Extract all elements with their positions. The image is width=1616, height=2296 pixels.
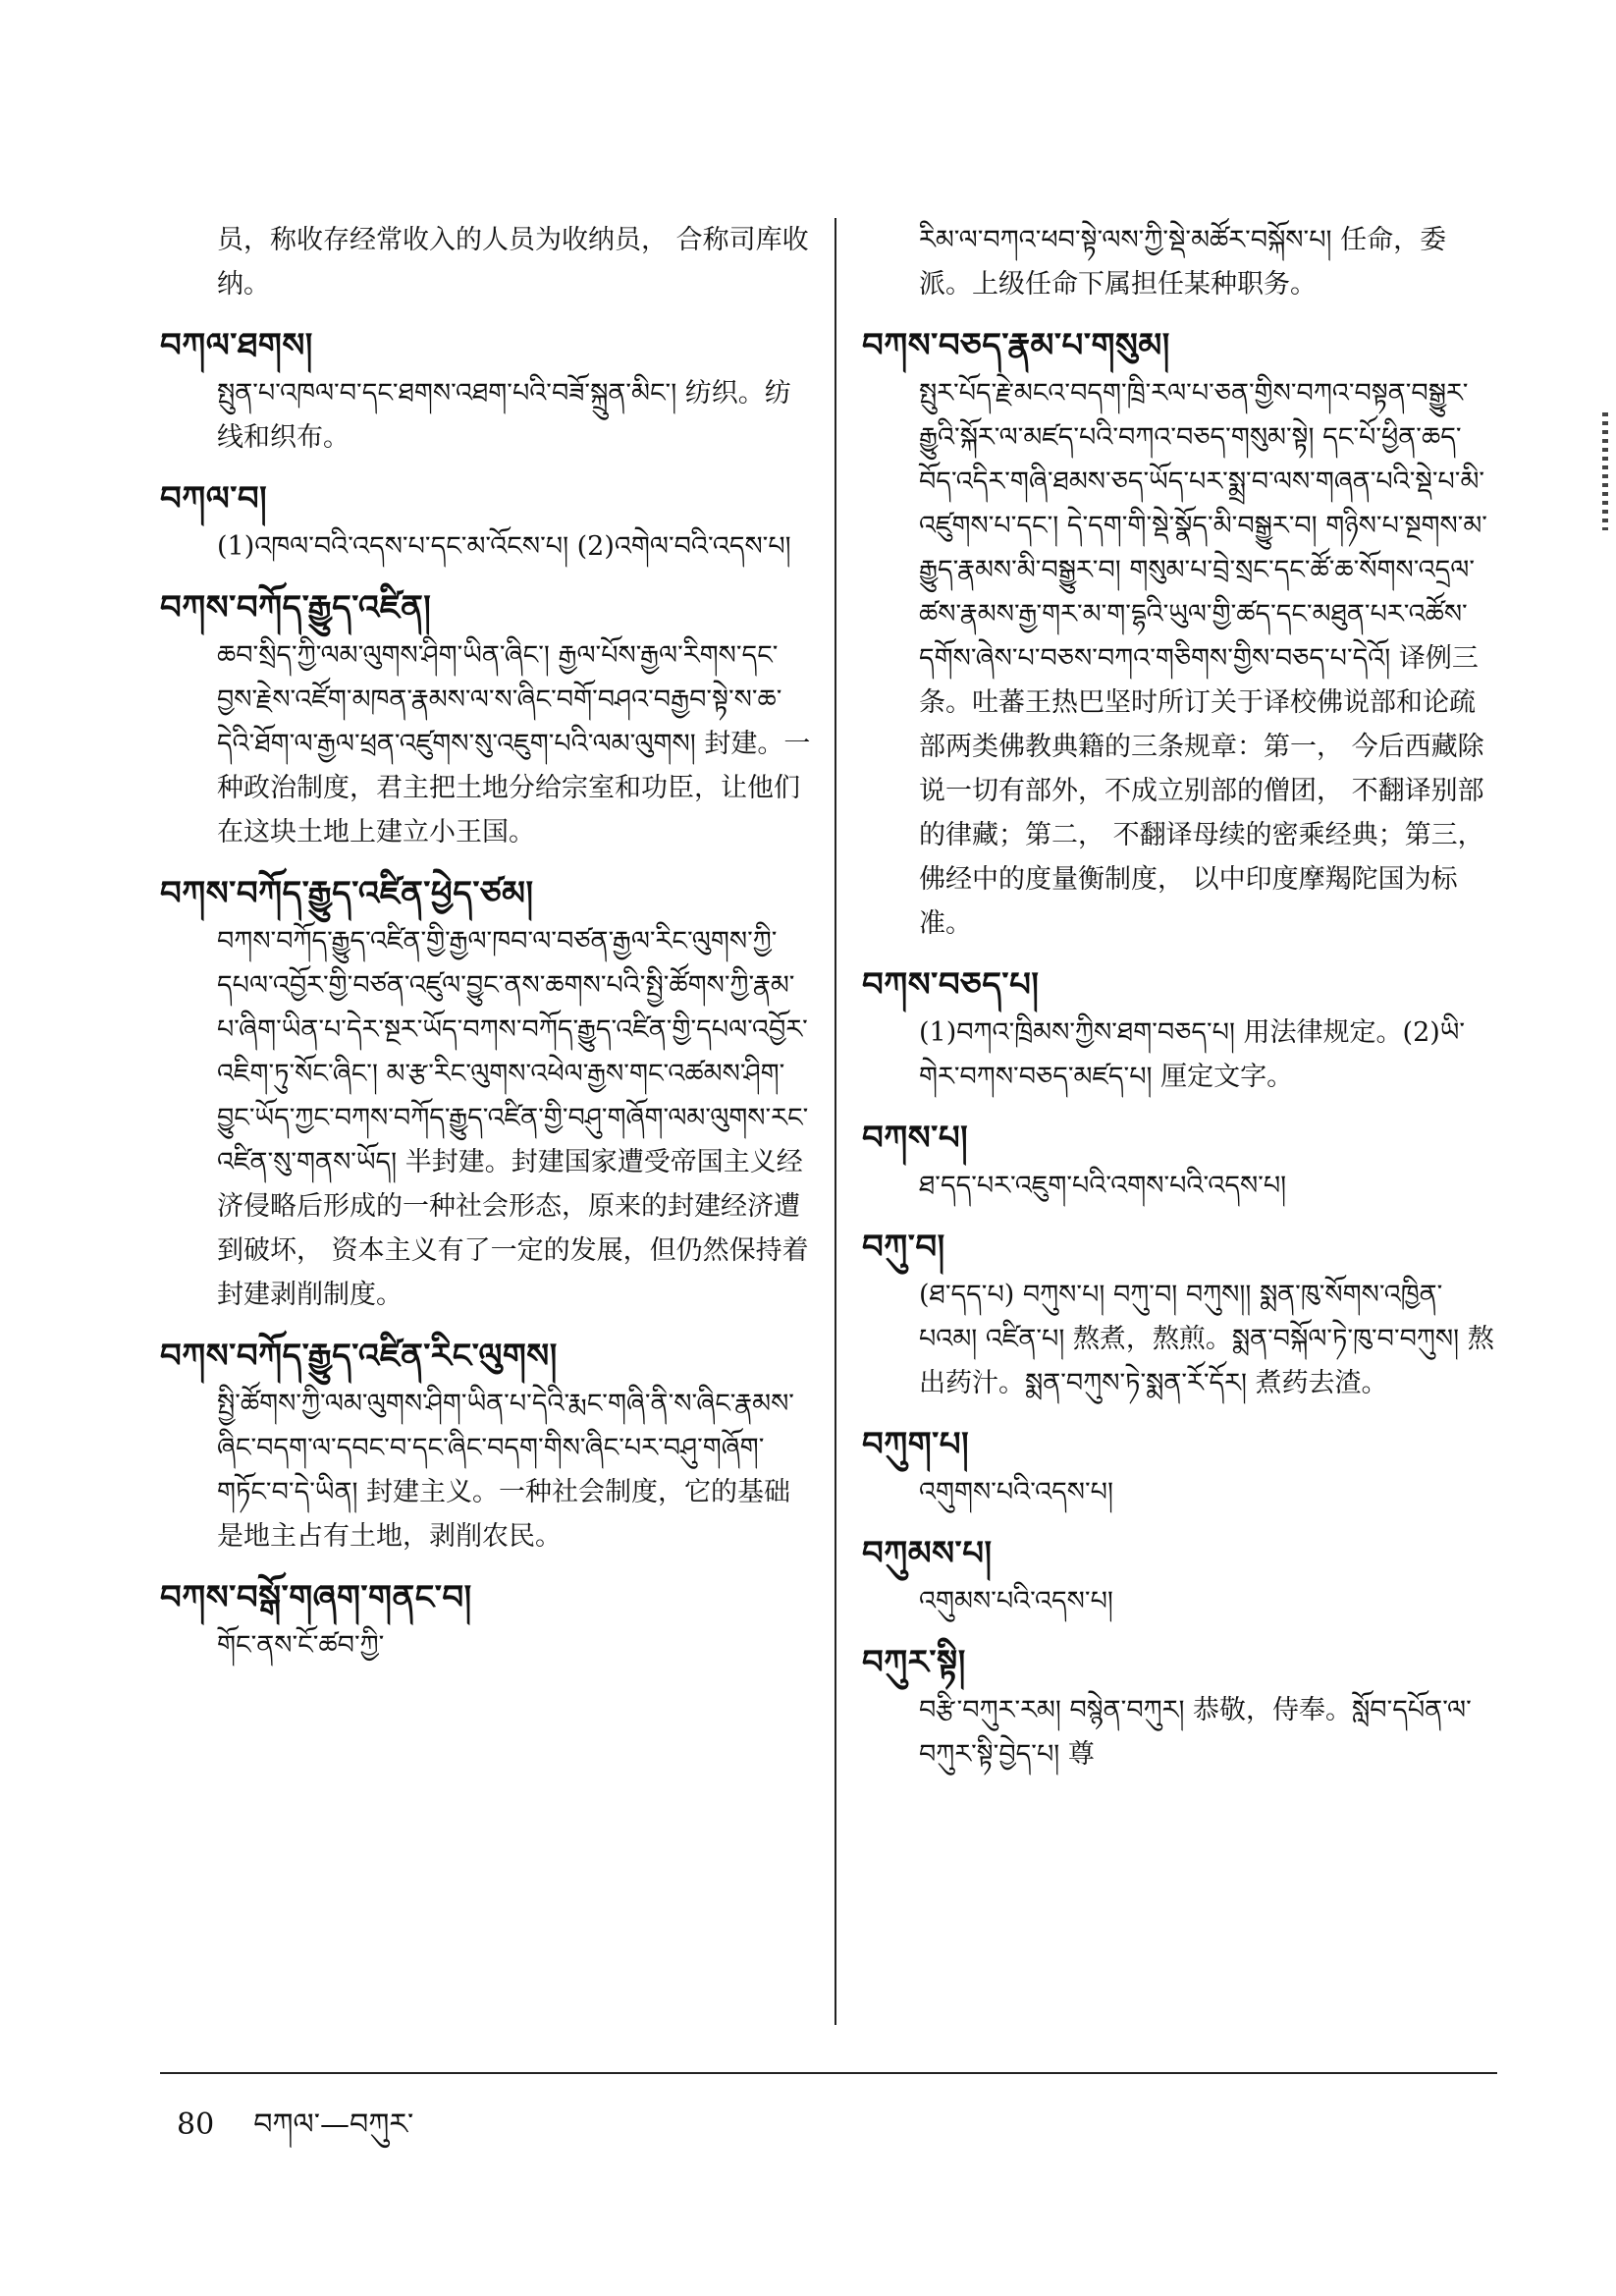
entry-headword: བཀལ་བ། bbox=[160, 479, 268, 519]
entry-definition: གོང་ནས་ངོ་ཚབ་ཀྱི་ bbox=[217, 1630, 385, 1661]
dictionary-entry bbox=[862, 1113, 1495, 1208]
entry-headword: བཀས་བཀོད་རྒྱུད་འཛིན་ཕྱེད་ཙམ། bbox=[160, 874, 534, 913]
page-range: བཀལ་—བཀུར་ bbox=[253, 2107, 414, 2142]
entry-definition: སྤུར་པོད་རྗེ་མངའ་བདག་ཁྲི་རལ་པ་ཅན་གྱིས་བཀའ་བསྟན་བསྒྱུར་རྒྱུའི་སྐོར་ལ་མཛད་པའི་བཀའ་བཅད་གསུམ་སྟེ། དང་པོ་ཕྱིན་ཆད་བོད་འདིར་གཞི་ཐམས་ཅད་ཡོད་པར་སྨྲ་བ་ལས་གཞན་པའི་སྡེ་པ་མི་འཛུགས་པ་དང་། དེ་དག་གི་སྡེ་སྣོད་མི་བསྒྱུར་བ། གཉིས་པ་སྔགས་མ་རྒྱུད་རྣམས་མི་བསྒྱུར་བ། གསུམ་པ་བྲེ་སྲང་དང་ཚོ་ཆ་སོགས་འདྲལ་ཚས་རྣམས་རྒྱ་གར་མ་ག་དྷའི་ཡུལ་གྱི་ཚད་དང་མཐུན་པར་འཚོས་དགོས་ཞེས་པ་བཅས་བཀའ་གཅིགས་གྱིས་བཅད་པ་དེའོ། 译例三条。吐蕃王热巴坚时所订关于译校佛说部和论疏部两类佛教典籍的三条规章：第一， 今后西藏除说一切有部外，不成立别部的僧团， 不翻译别部的律藏；第二， 不翻译母续的密乘经典；第三，佛经中的度量衡制度， 以中印度摩羯陀国为标准。 bbox=[919, 378, 1487, 939]
left-continuation: 员，称收存经常收入的人员为收纳员， 合称司库收纳。 bbox=[217, 225, 809, 300]
entry-definition: ཆབ་སྲིད་ཀྱི་ལམ་ལུགས་ཤིག་ཡིན་ཞིང་། རྒྱལ་པོས་རྒྱལ་རིགས་དང་བྱས་རྗེས་འཛོག་མཁན་རྣམས་ལ་ས་ཞིང་བགོ་བཤའ་བརྒྱབ་སྟེ་ས་ཆ་དེའི་ཐོག་ལ་རྒྱལ་ཕྲན་འཛུགས་སུ་འཇུག་པའི་ལམ་ལུགས། 封建。一种政治制度，君主把土地分给宗室和功臣，让他们在这块土地上建立小王国。 bbox=[217, 640, 811, 847]
entry-headword: བཀས་པ། bbox=[862, 1119, 969, 1158]
dictionary-entry bbox=[862, 320, 1495, 946]
left-column bbox=[160, 218, 813, 2018]
entry-definition: ཐ་དད་པར་འཇུག་པའི་འགས་པའི་འདས་པ། bbox=[919, 1171, 1287, 1201]
entry-headword: བཀས་བསྒོ་གཞག་གནང་བ། bbox=[160, 1578, 472, 1617]
dictionary-entry bbox=[160, 582, 813, 854]
right-continuation: རིམ་ལ་བཀའ་ཕབ་སྟེ་ལས་ཀྱི་སྡེ་མཚོར་བསྐོས་པ། 任命，委派。上级任命下属担任某种职务。 bbox=[919, 225, 1447, 300]
page-number: 80 bbox=[177, 2107, 215, 2142]
dictionary-entry bbox=[862, 1222, 1495, 1405]
dictionary-entry bbox=[160, 1572, 813, 1667]
dictionary-entry bbox=[160, 320, 813, 460]
entry-headword: བཀས་བཅད་རྣམ་པ་གསུམ། bbox=[862, 326, 1170, 365]
dictionary-entry bbox=[160, 473, 813, 569]
page-footer bbox=[177, 2092, 413, 2141]
entry-definition: སྤུན་པ་འཁལ་བ་དང་ཐགས་འཐག་པའི་བཟོ་སྐྲུན་མིང་། 纺织。纺线和织布。 bbox=[217, 378, 791, 453]
dictionary-entry bbox=[160, 1331, 813, 1558]
entry-definition: (1)འཁལ་བའི་འདས་པ་དང་མ་འོངས་པ། (2)འགེལ་བའི་འདས་པ། bbox=[217, 531, 791, 562]
entry-headword: བཀུར་སྟི། bbox=[862, 1643, 966, 1682]
footer-rule bbox=[160, 2072, 1497, 2074]
entry-definition: འགུམས་པའི་འདས་པ། bbox=[919, 1586, 1113, 1616]
entry-headword: བཀས་བཀོད་རྒྱུད་འཛིན། bbox=[160, 588, 432, 628]
entry-headword: བཀུམས་པ། bbox=[862, 1534, 993, 1573]
dictionary-entry bbox=[160, 868, 813, 1317]
dictionary-entry bbox=[862, 959, 1495, 1099]
right-column bbox=[862, 218, 1495, 2018]
dictionary-entry bbox=[862, 1419, 1495, 1514]
entry-definition: འགུགས་པའི་འདས་པ། bbox=[919, 1477, 1113, 1507]
entry-definition: (1)བཀའ་ཁྲིམས་ཀྱིས་ཐག་བཅད་པ། 用法律规定。(2)ཡི་གེར་བཀས་བཅད་མཛད་པ། 厘定文字。 bbox=[919, 1017, 1466, 1092]
dictionary-entry bbox=[862, 1528, 1495, 1623]
entry-headword: བཀལ་ཐགས། bbox=[160, 326, 313, 365]
scan-edge-mark bbox=[1602, 412, 1608, 530]
column-divider bbox=[835, 218, 836, 2025]
entry-headword: བཀས་བཅད་པ། bbox=[862, 965, 1040, 1005]
entry-definition: (ཐ་དད་པ) བཀུས་པ། བཀུ་བ། བཀུས།། སྨན་ཁུ་སོགས་འཁྱིན་པའམ། འཛིན་པ། 熬煮，熬煎。སྨན་བསྐོལ་ཏེ་ཁུ་བ་བཀུས། 熬出药汁。སྨན་བཀུས་ཏེ་སྨན་རོ་དོར། 煮药去渣。 bbox=[919, 1280, 1494, 1398]
entry-definition: བཀས་བཀོད་རྒྱུད་འཛིན་གྱི་རྒྱལ་ཁབ་ལ་བཙན་རྒྱལ་རིང་ལུགས་ཀྱི་དཔལ་འབྱོར་གྱི་བཙན་འཛུལ་བྱུང་ནས་ཆགས་པའི་སྤྱི་ཚོགས་ཀྱི་རྣམ་པ་ཞིག་ཡིན་པ་དེར་སྔར་ཡོད་བཀས་བཀོད་རྒྱུད་འཛིན་གྱི་དཔལ་འབྱོར་འཇིག་ཏུ་སོང་ཞིང་། མ་རྩ་རིང་ལུགས་འཕེལ་རྒྱས་གང་འཚམས་ཤིག་བྱུང་ཡོད་ཀྱང་བཀས་བཀོད་རྒྱུད་འཛིན་གྱི་བཤུ་གཞོག་ལམ་ལུགས་རང་འཛིན་སུ་གནས་ཡོད། 半封建。封建国家遭受帝国主义经济侵略后形成的一种社会形态，原来的封建经济遭到破坏， 资本主义有了一定的发展，但仍然保持着封建剥削制度。 bbox=[217, 926, 809, 1310]
dictionary-entry bbox=[862, 1637, 1495, 1777]
entry-definition: སྤྱི་ཚོགས་ཀྱི་ལམ་ལུགས་ཤིག་ཡིན་པ་དེའི་རྨང་གཞི་ནི་ས་ཞིང་རྣམས་ཞིང་བདག་ལ་དབང་བ་དང་ཞིང་བདག་གིས་ཞིང་པར་བཤུ་གཞོག་གཏོང་བ་དེ་ཡིན། 封建主义。一种社会制度，它的基础是地主占有土地，剥削农民。 bbox=[217, 1389, 794, 1552]
entry-definition: བརྩི་བཀུར་རམ། བསྙེན་བཀུར། 恭敬，侍奉。སློབ་དཔོན་ལ་བཀུར་སྟི་བྱེད་པ། 尊 bbox=[919, 1695, 1472, 1770]
entry-headword: བཀས་བཀོད་རྒྱུད་འཛིན་རིང་ལུགས། bbox=[160, 1337, 558, 1376]
entry-headword: བཀུ་བ། bbox=[862, 1228, 945, 1267]
entry-headword: བཀུག་པ། bbox=[862, 1425, 970, 1464]
